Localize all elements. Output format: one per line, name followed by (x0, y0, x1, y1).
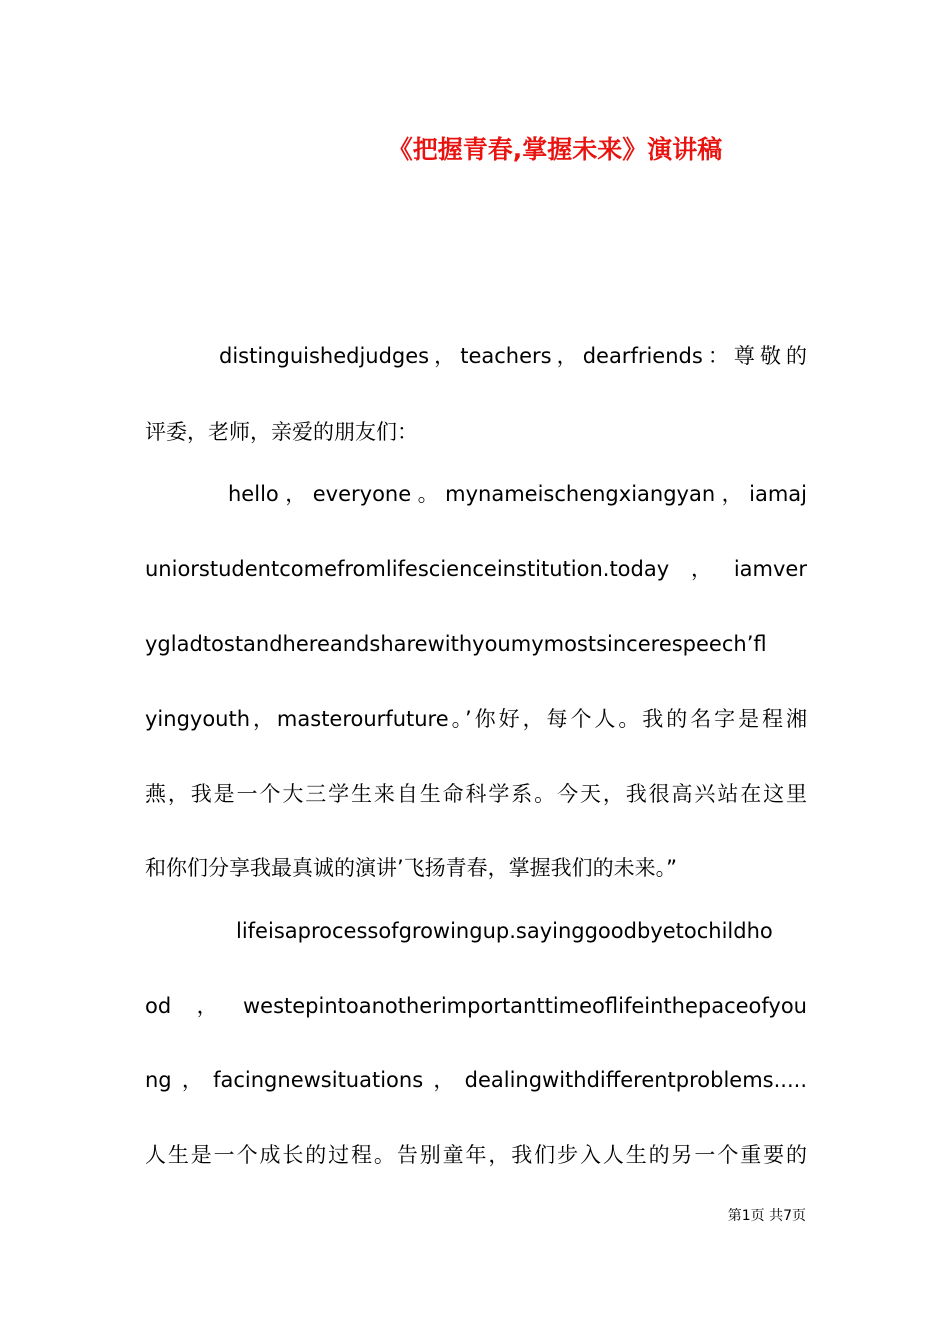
paragraph-line: uniorstudentcomefromlifescienceinstitution.today，iamver (145, 557, 807, 581)
paragraph-line: yingyouth，masterourfuture。’你好，每个人。我的名字是程湘 (145, 707, 807, 731)
document-title: 《把握青春,掌握未来》演讲稿 (387, 135, 723, 164)
paragraph-line: ng，facingnewsituations，dealingwithdifferentproblems..... (145, 1068, 807, 1092)
paragraph-line: ygladtostandhereandsharewithyoumymostsincerespeech’fl (145, 632, 767, 656)
paragraph-line: od，westepintoanotherimportanttimeoflifeinthepaceofyou (145, 994, 807, 1018)
paragraph-line: 燕，我是一个大三学生来自生命科学系。今天，我很高兴站在这里 (145, 782, 807, 806)
paragraph-line: distinguishedjudges，teachers，dearfriends：尊敬的 (219, 344, 807, 368)
paragraph-line: hello，everyone。mynameischengxiangyan，iamaj (228, 482, 807, 506)
paragraph-line: 和你们分享我最真诚的演讲’飞扬青春，掌握我们的未来。” (145, 856, 678, 880)
paragraph-line: lifeisaprocessofgrowingup.sayinggoodbyetochildho (236, 919, 773, 943)
page-number: 第1页 共7页 (727, 1208, 806, 1224)
paragraph-line: 人生是一个成长的过程。告别童年，我们步入人生的另一个重要的 (145, 1143, 807, 1167)
paragraph-line: 评委，老师，亲爱的朋友们： (145, 420, 418, 444)
